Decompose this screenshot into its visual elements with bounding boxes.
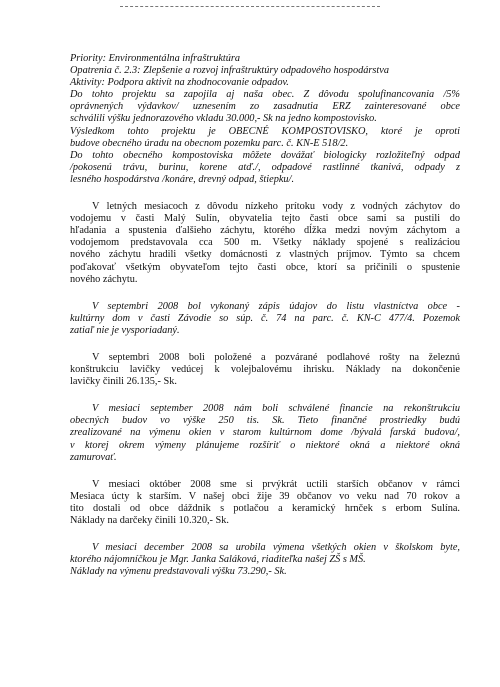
text-line: obecných budov vo výške 250 tis. Sk. Tieto finančné prostriedky budú (70, 415, 460, 427)
text-line: Do tohto obecného kompostoviska môžete dovážať biologicky rozložiteľný odpad (70, 149, 460, 161)
text-line: V mesiaci december 2008 sa urobila výmena všetkých okien v školskom byte, (92, 542, 460, 554)
text-line: V letných mesiacoch z dôvodu nízkeho prítoku vody z vodných záchytov do (92, 201, 460, 213)
text-line: v ktorej okrem výmeny plánujeme rozšíriť o niektoré okná a niektoré okná (70, 439, 460, 451)
text-line: schválili výšku jednorazového vkladu 30.000,- Sk na jedno kompostovisko. (70, 113, 377, 125)
text-line: vodojemom predstavovala cca 500 m. Všetky náklady spojené s realizáciou (70, 237, 460, 249)
bench-paragraph (70, 352, 460, 388)
text-line: Náklady na darčeky činili 10.320,- Sk. (70, 515, 229, 526)
text-line: kultúrny dom v časti Závodie so súp. č. 74 na parc. č. KN-C 477/4. Pozemok (70, 312, 460, 324)
text-line: oprávnených výdavkov/ uznesením zo zasadnutia ERZ zainteresované obce (70, 101, 460, 113)
text-line: ktorého nájomníčkou je Mgr. Janka Saláková, riaditeľka našej ZŠ s MŠ. (70, 554, 366, 566)
project-info-paragraph (70, 53, 460, 186)
school-windows-paragraph (70, 542, 460, 578)
text-line: vodojemu v časti Malý Sulín, obyvatelia tejto časti obce sami sa pustili do (70, 213, 460, 225)
text-line: V mesiaci september 2008 nám boli schválené financie na rekonštrukciu (92, 403, 460, 415)
text-line: Mesiaca úcty k starším. V našej obci žije 39 občanov vo veku nad 70 rokov a (70, 490, 460, 502)
text-line: Náklady na výmenu predstavovali výšku 73.290,- Sk. (70, 566, 287, 578)
text-line: Aktivity: Podpora aktivít na zhodnocovanie odpadov. (70, 77, 289, 89)
document-body (70, 53, 460, 578)
cultural-house-paragraph (70, 301, 460, 337)
text-line: Priority: Environmentálna infraštruktúra (70, 53, 241, 64)
text-line: /pokosenú trávu, burinu, korene atď./, odpadové rastlinné tkanivá, odpady z (70, 161, 460, 173)
text-line: hľadania a spustenia ďalšieho záchytu, ktorého dĺžka medzi novým záchytom a (70, 225, 460, 237)
text-line: Výsledkom tohto projektu je OBECNÉ KOMPOSTOVISKO, ktoré je oproti (70, 125, 460, 137)
text-line: Do tohto projektu sa zapojila aj naša obec. Z dôvodu spolufinancovania /5% (70, 89, 460, 101)
text-line: nového záchytu. (70, 273, 138, 285)
text-line: zamurovať. (70, 451, 117, 463)
top-edge-rule (120, 6, 380, 7)
reconstruction-paragraph (70, 403, 460, 463)
text-line: konštrukciu lavičky vedúcej k volejbalovému ihrisku. Náklady na dokončenie (70, 364, 460, 376)
seniors-paragraph (70, 479, 460, 527)
text-line: tito dostali od obce dáždnik s potlačou a keramický hrnček s erbom Sulína. (70, 502, 460, 514)
text-line: zatiaľ nie je vysporiadaný. (70, 324, 180, 336)
text-line: nového záchytu hradili všetky domácnosti z vlastných príjmov. Týmto sa chcem (70, 249, 460, 261)
text-line: V mesiaci október 2008 sme si prvýkrát uctili starších občanov v rámci (92, 478, 460, 490)
text-line: Opatrenia č. 2.3: Zlepšenie a rozvoj infraštruktúry odpadového hospodárstva (70, 65, 389, 77)
text-line: budove obecného úradu na obecnom pozemku parc. č. KN-E 518/2. (70, 137, 349, 149)
text-line: lesného hospodárstva /konáre, drevný odpad, štiepku/. (70, 173, 295, 185)
text-line: poďakovať všetkým obyvateľom tejto časti obce, ktorí sa pričinili o spustenie (70, 261, 460, 273)
water-intake-paragraph (70, 201, 460, 286)
text-line: zrealizované na výmenu okien v starom kultúrnom dome /bývalá farská budova/, (70, 427, 460, 439)
text-line: lavičky činili 26.135,- Sk. (70, 376, 177, 388)
text-line: V septembri 2008 boli položené a pozvárané podlahové rošty na železnú (92, 351, 460, 363)
text-line: V septembri 2008 bol vykonaný zápis údajov do listu vlastníctva obce - (92, 300, 460, 312)
